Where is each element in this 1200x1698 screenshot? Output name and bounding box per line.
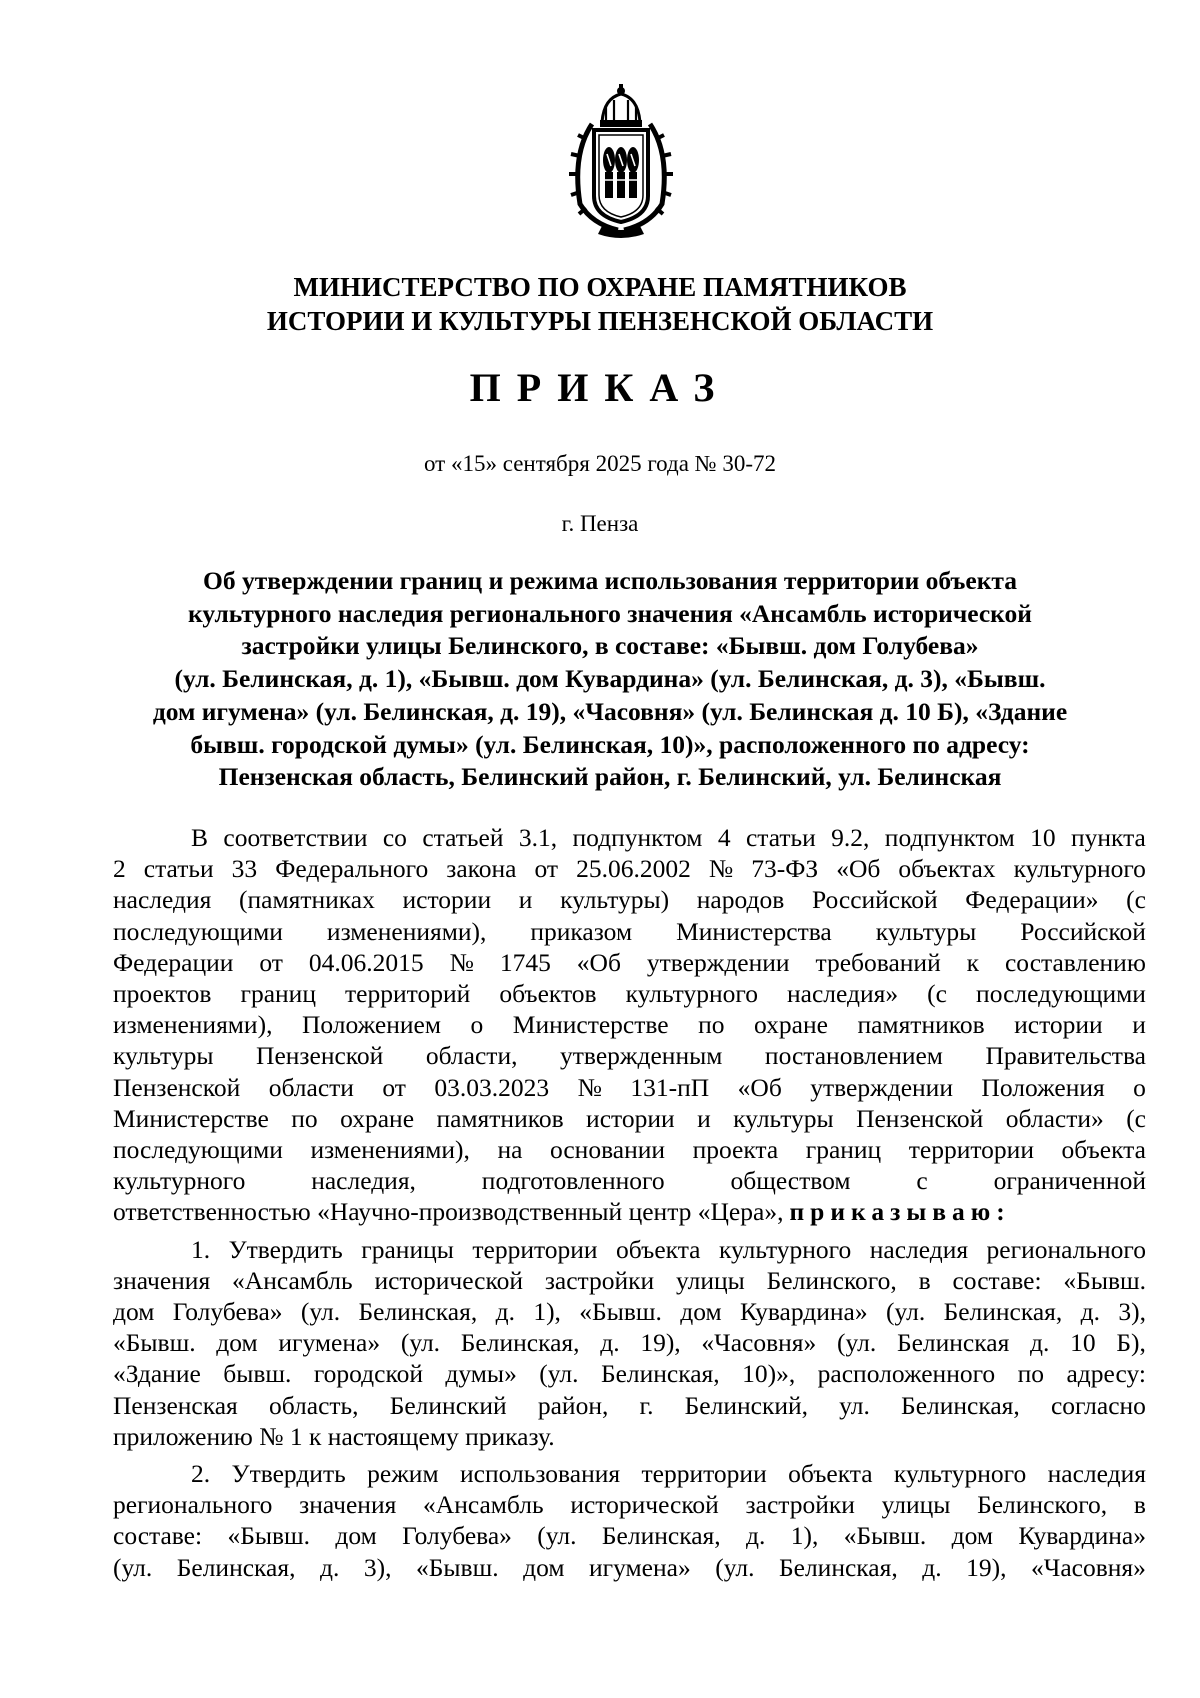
body-word: наследия: [113, 885, 212, 915]
body-word: 04.06.2015: [308, 947, 424, 977]
body-word: «Об: [836, 854, 881, 884]
body-word: последующими: [976, 979, 1146, 1009]
body-word: игумена»: [278, 1328, 381, 1358]
body-word: №: [708, 854, 734, 884]
body-word: области: [268, 1072, 354, 1102]
body-word: культуры): [560, 885, 670, 915]
body-word: пункта: [1071, 823, 1146, 852]
body-word: «Бывш.: [227, 1521, 311, 1551]
body-word: 3.1,: [518, 823, 558, 852]
body-word: границы: [361, 1234, 454, 1264]
body-word: Белинского,: [766, 1265, 897, 1295]
body-word: культуры: [733, 1103, 834, 1133]
body-word: Пензенская: [113, 1390, 238, 1420]
body-word: д.: [922, 1552, 942, 1582]
subject-line: бывш. городской думы» (ул. Белинская, 10)», расположенного по адресу:: [190, 729, 1030, 759]
body-word: область,: [268, 1390, 359, 1420]
body-word: памятников: [857, 1010, 985, 1040]
body-line: [113, 978, 1146, 1009]
body-word: с: [916, 1166, 928, 1196]
body-word: игумена»: [589, 1552, 691, 1582]
preamble-paragraph: [113, 822, 1146, 1196]
body-word: 3),: [1118, 1297, 1146, 1327]
body-word: приказом: [530, 916, 633, 946]
body-line: [113, 1552, 1146, 1583]
body-word: наследия: [869, 1234, 969, 1264]
body-word: о: [470, 1010, 484, 1040]
body-word: 2.: [191, 1459, 211, 1489]
body-word: В: [191, 823, 209, 852]
body-word: 33: [231, 854, 258, 884]
body-word: расположенного: [817, 1359, 996, 1389]
body-word: Министерстве: [113, 1103, 269, 1133]
body-word: д.: [1080, 1297, 1101, 1327]
body-word: статьи: [745, 823, 816, 852]
body-word: утвержденным: [560, 1041, 723, 1071]
body-word: утверждении: [646, 947, 790, 977]
body-word: и: [697, 1103, 711, 1133]
body-word: 9.2,: [831, 823, 870, 852]
body-line: [113, 1265, 1146, 1296]
body-line: [113, 1358, 1146, 1389]
subject-line: Пензенская область, Белинский район, г. Белинский, ул. Белинская: [218, 762, 1002, 792]
body-word: в: [918, 1265, 931, 1295]
body-word: наследия: [1047, 1459, 1146, 1489]
body-word: 1.: [191, 1234, 211, 1264]
body-word: дом: [113, 1297, 155, 1327]
body-word: 10)»,: [742, 1359, 796, 1389]
body-word: подпунктом: [884, 823, 1015, 852]
body-word: и: [1132, 1010, 1146, 1040]
body-word: 10: [1030, 823, 1056, 852]
body-word: 131-пП: [630, 1072, 710, 1102]
body-word: наследия»: [787, 979, 899, 1009]
body-line: [113, 1390, 1146, 1421]
body-word: режим: [367, 1459, 439, 1489]
body-word: исторической: [570, 1490, 719, 1520]
body-word: адресу:: [1066, 1359, 1146, 1389]
body-word: исторической: [374, 1265, 523, 1295]
body-word: Министерстве: [512, 1010, 669, 1040]
body-word: на: [497, 1135, 523, 1165]
body-word: г.: [639, 1390, 654, 1420]
body-word: области»: [1005, 1103, 1104, 1133]
body-word: области,: [425, 1041, 518, 1071]
body-word: значения: [113, 1265, 211, 1295]
body-word: значения: [299, 1490, 397, 1520]
body-word: Кувардина»: [739, 1297, 868, 1327]
body-word: д.: [745, 1521, 766, 1551]
body-word: ул.: [839, 1390, 870, 1420]
body-word: территорий: [345, 979, 471, 1009]
body-word: 03.03.2023: [434, 1072, 550, 1102]
body-word: бывш.: [223, 1359, 292, 1389]
preamble-last-line-text: ответственностью «Научно-производственный центр «Цера»,: [113, 1197, 784, 1227]
body-word: от: [534, 854, 559, 884]
body-line: [113, 1520, 1146, 1551]
body-word: по: [1017, 1359, 1045, 1389]
body-word: Белинская,: [176, 1552, 296, 1582]
body-word: «Здание: [113, 1359, 201, 1389]
body-word: (с: [927, 979, 947, 1009]
body-word: территории: [472, 1234, 598, 1264]
body-word: истории: [1014, 1010, 1103, 1040]
body-word: территории: [641, 1459, 767, 1489]
body-line: [113, 1165, 1146, 1196]
body-word: (ул.: [885, 1297, 926, 1327]
body-word: объекта: [1061, 1135, 1146, 1165]
body-word: истории: [402, 885, 492, 915]
body-line: [113, 1327, 1146, 1358]
body-word: «Бывш.: [843, 1521, 927, 1551]
body-word: культуры: [875, 916, 977, 946]
preamble-last-line: [113, 1196, 1146, 1227]
body-word: наследия,: [311, 1166, 416, 1196]
body-word: со: [382, 823, 407, 852]
body-word: «Бывш.: [113, 1328, 196, 1358]
body-word: Белинская,: [901, 1390, 1020, 1420]
body-word: 19),: [640, 1328, 681, 1358]
body-word: 1745: [499, 947, 551, 977]
body-word: изменениями),: [310, 1135, 470, 1165]
body-word: Министерства: [676, 916, 832, 946]
body-word: Белинская,: [358, 1297, 478, 1327]
body-word: застройки: [544, 1265, 655, 1295]
body-line: [113, 1296, 1146, 1327]
body-word: «Часовня»: [701, 1328, 817, 1358]
body-word: (ул.: [300, 1297, 341, 1327]
body-line: [113, 947, 1146, 978]
body-word: постановлением: [764, 1041, 943, 1071]
body-word: дом: [680, 1297, 722, 1327]
body-word: думы»: [445, 1359, 517, 1389]
body-word: дом: [951, 1521, 994, 1551]
clause-1-paragraph: [113, 1234, 1146, 1421]
ministry-name-line-2: ИСТОРИИ И КУЛЬТУРЫ ПЕНЗЕНСКОЙ ОБЛАСТИ: [266, 306, 934, 336]
body-word: объекта: [616, 1234, 701, 1264]
body-word: (ул.: [400, 1328, 441, 1358]
body-line: [113, 822, 1146, 853]
body-word: (ул.: [539, 1359, 579, 1389]
body-word: д.: [495, 1297, 515, 1327]
body-word: д.: [600, 1328, 620, 1358]
body-line: [113, 1040, 1146, 1071]
body-word: обществом: [730, 1166, 851, 1196]
body-word: 1),: [790, 1521, 819, 1551]
body-line: [113, 1458, 1146, 1489]
body-word: составе:: [113, 1521, 203, 1551]
body-word: «Бывш.: [416, 1552, 499, 1582]
body-word: «Бывш.: [1063, 1265, 1146, 1295]
body-line: [113, 853, 1146, 884]
body-line: [113, 1489, 1146, 1520]
body-word: 25.06.2002: [576, 854, 691, 884]
body-word: последующими: [113, 916, 283, 946]
body-word: культурного: [718, 1234, 852, 1264]
body-word: дом: [216, 1328, 258, 1358]
body-line: [113, 916, 1146, 947]
subject-line: застройки улицы Белинского, в составе: «Бывш. дом Голубева»: [241, 631, 979, 661]
body-word: памятников: [436, 1103, 564, 1133]
body-word: проекта: [692, 1135, 779, 1165]
body-word: Федерации: [113, 947, 234, 977]
body-word: 3),: [363, 1552, 392, 1582]
body-word: Белинская,: [778, 1552, 898, 1582]
body-word: городской: [313, 1359, 423, 1389]
body-word: изменениями),: [113, 1010, 273, 1040]
body-line: [113, 1072, 1146, 1103]
body-word: д.: [320, 1552, 340, 1582]
body-word: подготовленного: [481, 1166, 665, 1196]
body-word: согласно: [1050, 1390, 1146, 1420]
body-word: Белинская,: [460, 1328, 580, 1358]
body-word: по: [698, 1010, 725, 1040]
body-word: Голубева»: [402, 1521, 512, 1551]
body-word: (памятниках: [239, 885, 375, 915]
body-word: изменениями),: [326, 916, 487, 946]
body-word: народов: [696, 885, 785, 915]
body-word: Российской: [1020, 916, 1146, 946]
body-line: [113, 1009, 1146, 1040]
body-word: улицы: [881, 1490, 951, 1520]
body-word: регионального: [113, 1490, 273, 1520]
body-word: (ул.: [837, 1328, 877, 1358]
body-word: «Часовня»: [1031, 1552, 1146, 1582]
body-word: д.: [1030, 1328, 1050, 1358]
body-word: от: [259, 947, 283, 977]
document-subject: [112, 565, 1108, 794]
subject-line: Об утверждении границ и режима использования территории объекта: [202, 566, 1017, 595]
body-word: Утвердить: [231, 1459, 346, 1489]
document-city: г. Пенза: [561, 511, 639, 536]
body-word: Белинская,: [601, 1521, 721, 1551]
body-word: Пензенской: [256, 1041, 384, 1071]
body-word: закона: [446, 854, 517, 884]
clause-2-paragraph: [113, 1458, 1146, 1583]
body-line: [113, 1103, 1146, 1134]
body-word: «Ансамбль: [423, 1490, 544, 1520]
body-word: дом: [335, 1521, 377, 1551]
body-word: объекта: [788, 1459, 873, 1489]
body-word: улицы: [676, 1265, 745, 1295]
body-word: использования: [460, 1459, 621, 1489]
body-word: и: [518, 885, 533, 915]
body-word: (ул.: [715, 1552, 755, 1582]
clause-1-last-line: [113, 1421, 1146, 1452]
body-word: проектов: [113, 979, 212, 1009]
body-word: охране: [754, 1010, 828, 1040]
body-word: основании: [549, 1135, 666, 1165]
body-word: истории: [586, 1103, 675, 1133]
ministry-name-line-1: МИНИСТЕРСТВО ПО ОХРАНЕ ПАМЯТНИКОВ: [293, 272, 907, 302]
body-word: (с: [1126, 1103, 1146, 1133]
body-word: «Об: [576, 947, 621, 977]
clause-1-last-line-text: приложению № 1 к настоящему приказу.: [113, 1421, 555, 1451]
body-word: составе:: [952, 1265, 1042, 1295]
body-word: 10: [1070, 1328, 1096, 1358]
document-date-number: от «15» сентября 2025 года № 30-72: [423, 451, 777, 476]
body-word: составлению: [1004, 947, 1146, 977]
body-word: Пензенской: [113, 1072, 241, 1102]
body-word: по: [291, 1103, 318, 1133]
body-word: подпунктом: [572, 823, 703, 852]
body-word: Белинский,: [684, 1390, 808, 1420]
body-line: [113, 1234, 1146, 1265]
body-word: в: [1133, 1490, 1146, 1520]
body-word: границ: [240, 979, 316, 1009]
body-word: (ул.: [113, 1552, 153, 1582]
subject-line: культурного наследия регионального значения «Ансамбль исторической: [188, 598, 1032, 628]
body-word: культурного: [893, 1459, 1027, 1489]
body-word: дом: [523, 1552, 565, 1582]
body-word: о: [1133, 1072, 1146, 1102]
body-word: район,: [537, 1390, 609, 1420]
body-word: к: [966, 947, 980, 977]
body-word: территории: [908, 1135, 1034, 1165]
body-word: 1),: [533, 1297, 561, 1327]
body-word: объектов: [499, 979, 597, 1009]
body-word: объектах: [898, 854, 996, 884]
body-word: Белинская,: [943, 1297, 1063, 1327]
body-word: границ: [805, 1135, 882, 1165]
body-word: соответствии: [223, 823, 368, 852]
body-word: последующими: [113, 1135, 283, 1165]
body-word: регионального: [986, 1234, 1146, 1264]
body-word: Федерального: [275, 854, 429, 884]
body-word: культурного: [1013, 854, 1146, 884]
body-word: Российской: [811, 885, 938, 915]
penza-region-coat-of-arms-icon: [562, 84, 680, 239]
subject-line: дом игумена» (ул. Белинская, д. 19), «Часовня» (ул. Белинская д. 10 Б), «Здание: [152, 696, 1068, 726]
body-word: от: [382, 1072, 406, 1102]
body-word: Утвердить: [228, 1234, 343, 1264]
body-word: культурного: [113, 1166, 246, 1196]
body-word: 73-ФЗ: [751, 854, 819, 884]
body-word: Белинская: [896, 1328, 1010, 1358]
body-word: застройки: [745, 1490, 855, 1520]
ministry-name: [100, 270, 1100, 338]
document-type-title: ПРИКАЗ: [469, 365, 731, 410]
body-word: №: [449, 947, 474, 977]
body-word: требований: [815, 947, 941, 977]
body-word: ограниченной: [993, 1166, 1146, 1196]
body-word: Положения: [981, 1072, 1105, 1102]
body-word: «Ансамбль: [232, 1265, 353, 1295]
subject-line: (ул. Белинская, д. 1), «Бывш. дом Кувардина» (ул. Белинская, д. 3), «Бывш.: [174, 664, 1046, 694]
body-word: (ул.: [537, 1521, 577, 1551]
body-word: 2: [113, 854, 126, 884]
body-word: Белинская,: [600, 1359, 720, 1389]
body-line: [113, 1134, 1146, 1165]
body-word: №: [577, 1072, 602, 1102]
body-word: 19),: [966, 1552, 1007, 1582]
body-word: Белинского,: [977, 1490, 1108, 1520]
body-word: статьи: [143, 854, 214, 884]
order-word: приказываю:: [789, 1197, 1011, 1227]
body-word: 4: [717, 823, 731, 852]
body-word: Голубева»: [172, 1297, 283, 1327]
body-word: Правительства: [985, 1041, 1146, 1071]
document-body: [113, 822, 1146, 1583]
body-word: Белинский: [389, 1390, 507, 1420]
body-word: Б),: [1116, 1328, 1146, 1358]
body-word: «Об: [737, 1072, 782, 1102]
body-word: Пензенской: [856, 1103, 984, 1133]
body-word: (с: [1126, 885, 1146, 915]
body-word: «Бывш.: [579, 1297, 662, 1327]
body-line: [113, 884, 1146, 915]
body-word: Кувардина»: [1018, 1521, 1146, 1551]
body-word: статьей: [422, 823, 504, 852]
body-word: утверждении: [810, 1072, 953, 1102]
body-word: культуры: [113, 1041, 214, 1071]
body-word: Федерации»: [965, 885, 1099, 915]
body-word: Положением: [301, 1010, 441, 1040]
body-word: культурного: [625, 979, 758, 1009]
body-word: охране: [340, 1103, 415, 1133]
